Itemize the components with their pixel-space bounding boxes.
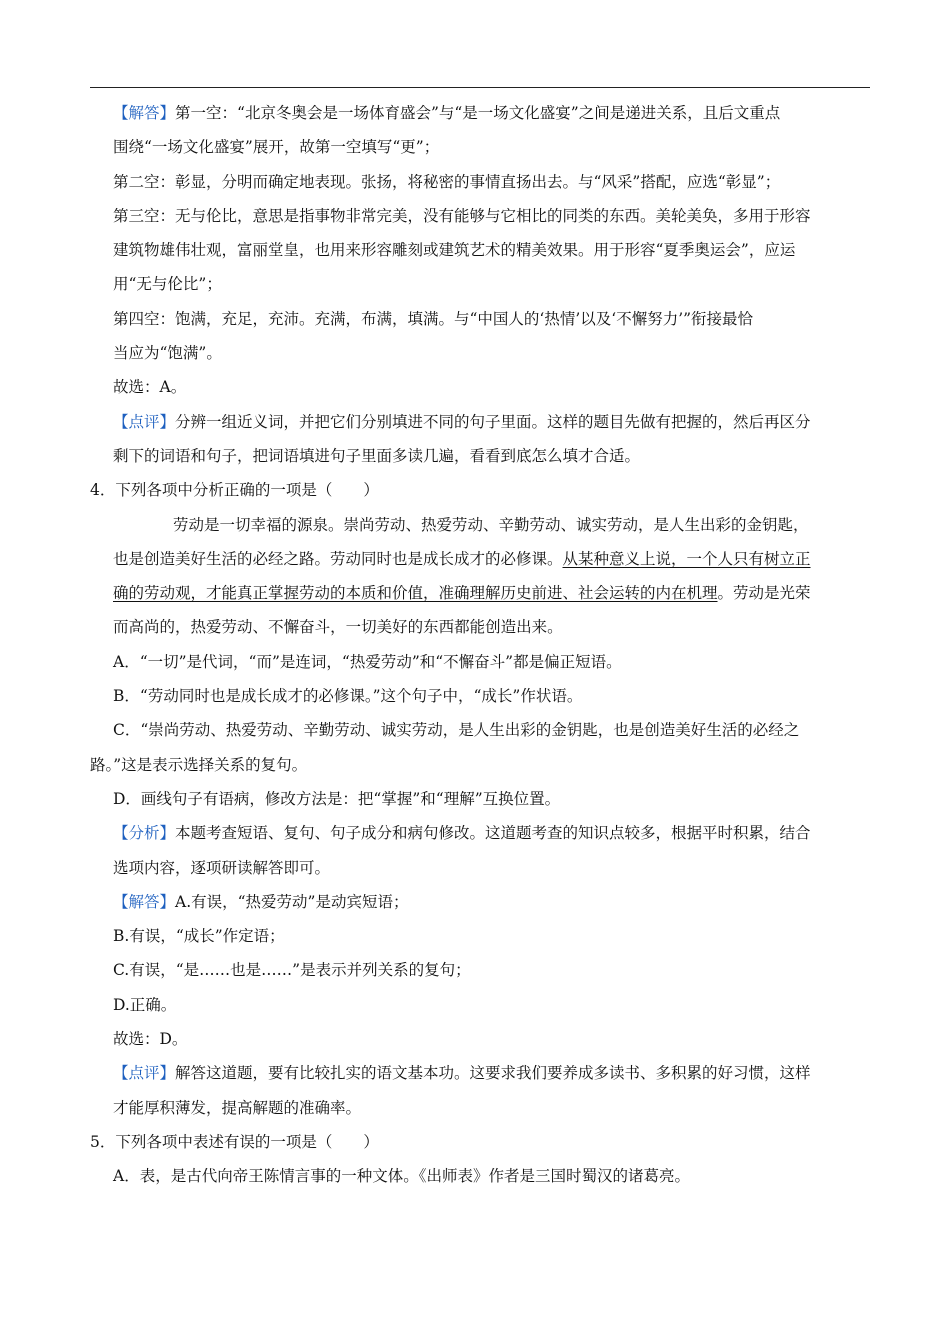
passage-line: 劳动是一切幸福的源泉。崇尚劳动、热爱劳动、辛勤劳动、诚实劳动，是人生出彩的金钥匙， bbox=[173, 515, 809, 534]
document-body bbox=[90, 96, 870, 1194]
answer-line: 【解答】第一空：“北京冬奥会是一场体育盛会”与“是一场文化盛宴”之间是递进关系，且后文重点 bbox=[113, 104, 781, 122]
dotted-word-yiqie: 一切 bbox=[219, 515, 251, 534]
comment-tag: 【点评】 bbox=[113, 1064, 176, 1083]
answer-line: C.有误，“是……也是……”是表示并列关系的复句； bbox=[113, 961, 471, 980]
answer-line: 建筑物雄伟壮观，富丽堂皇，也用来形容雕刻或建筑艺术的精美效果。用于形容“夏季奥运会”，应运 bbox=[113, 241, 796, 260]
answer-tag: 【解答】 bbox=[113, 104, 176, 122]
analysis-tag: 【分析】 bbox=[113, 824, 176, 843]
analysis-line: 选项内容，逐项研读解答即可。 bbox=[113, 858, 331, 877]
passage-line: 也是创造美好生活的必经之路。劳动同时也是成长成才的必修课。从某种意义上说，一个人只有树立正 bbox=[113, 549, 811, 568]
question-5-stem: 5．下列各项中表述有误的一项是（ ） bbox=[90, 1132, 379, 1151]
comment-line: 【点评】分辨一组近义词，并把它们分别填进不同的句子里面。这样的题目先做有把握的，然后再区分 bbox=[113, 412, 811, 431]
underlined-sentence: 从某种意义上说，一个人只有树立正 bbox=[562, 549, 811, 568]
answer-line: 第二空：彰显，分明而确定地表现。张扬，将秘密的事情直扬出去。与“风采”搭配，应选“彰显”； bbox=[113, 172, 781, 191]
option-c-cont: 路。”这是表示选择关系的复句。 bbox=[90, 755, 308, 774]
answer-line: D.正确。 bbox=[113, 995, 177, 1014]
dotted-word-buxie: 不懈奋斗 bbox=[268, 618, 331, 637]
option-a: A．表，是古代向帝王陈情言事的一种文体。《出师表》作者是三国时蜀汉的诸葛亮。 bbox=[113, 1167, 690, 1186]
answer-choice: 故选：D。 bbox=[113, 1030, 188, 1049]
option-d: D．画线句子有语病，修改方法是：把“掌握”和“理解”互换位置。 bbox=[113, 789, 561, 808]
passage-line: 而高尚的，热爱劳动、不懈奋斗，一切美好的东西都能创造出来。 bbox=[113, 618, 563, 637]
answer-line: 围绕“一场文化盛宴”展开，故第一空填写“更”； bbox=[113, 138, 440, 157]
comment-tag: 【点评】 bbox=[113, 412, 176, 431]
answer-tag: 【解答】 bbox=[113, 892, 176, 911]
answer-line: 第四空：饱满，充足，充沛。充满，布满，填满。与“中国人的‘热情’以及‘不懈努力’”衔接最恰 bbox=[113, 309, 754, 328]
underlined-sentence: 确的劳动观，才能真正掌握劳动的本质和价值，准确理解历史前进、社会运转的内在机理 bbox=[113, 584, 718, 603]
option-b: B．“劳动同时也是成长成才的必修课。”这个句子中，“成长”作状语。 bbox=[113, 687, 583, 706]
dotted-word-er: 而 bbox=[113, 618, 129, 637]
dotted-word-reai: 热爱劳动 bbox=[190, 618, 253, 637]
answer-line: B.有误，“成长”作定语； bbox=[113, 927, 285, 946]
answer-line: 当应为“饱满”。 bbox=[113, 344, 222, 363]
header-rule bbox=[90, 87, 870, 88]
comment-line: 【点评】解答这道题，要有比较扎实的语文基本功。这要求我们要养成多读书、多积累的好习惯，这样 bbox=[113, 1064, 811, 1083]
analysis-line: 【分析】本题考查短语、复句、句子成分和病句修改。这道题考查的知识点较多，根据平时积累，结合 bbox=[113, 824, 811, 843]
comment-line: 才能厚积薄发，提高解题的准确率。 bbox=[113, 1098, 362, 1117]
option-c: C．“崇尚劳动、热爱劳动、辛勤劳动、诚实劳动，是人生出彩的金钥匙，也是创造美好生活的必经之 bbox=[113, 721, 800, 740]
answer-line: 用“无与伦比”； bbox=[113, 275, 222, 294]
answer-line: 【解答】A.有误，“热爱劳动”是动宾短语； bbox=[113, 892, 409, 911]
option-a: A．“一切”是代词，“而”是连词，“热爱劳动”和“不懈奋斗”都是偏正短语。 bbox=[113, 652, 622, 671]
answer-choice: 故选：A。 bbox=[113, 378, 187, 397]
passage-line: 确的劳动观，才能真正掌握劳动的本质和价值，准确理解历史前进、社会运转的内在机理。劳动是光荣 bbox=[113, 584, 811, 603]
comment-line: 剩下的词语和句子，把词语填进句子里面多读几遍，看看到底怎么填才合适。 bbox=[113, 446, 641, 465]
question-4-stem: 4．下列各项中分析正确的一项是（ ） bbox=[90, 481, 379, 500]
answer-line: 第三空：无与伦比，意思是指事物非常完美，没有能够与它相比的同类的东西。美轮美奂，多用于形容 bbox=[113, 206, 811, 225]
